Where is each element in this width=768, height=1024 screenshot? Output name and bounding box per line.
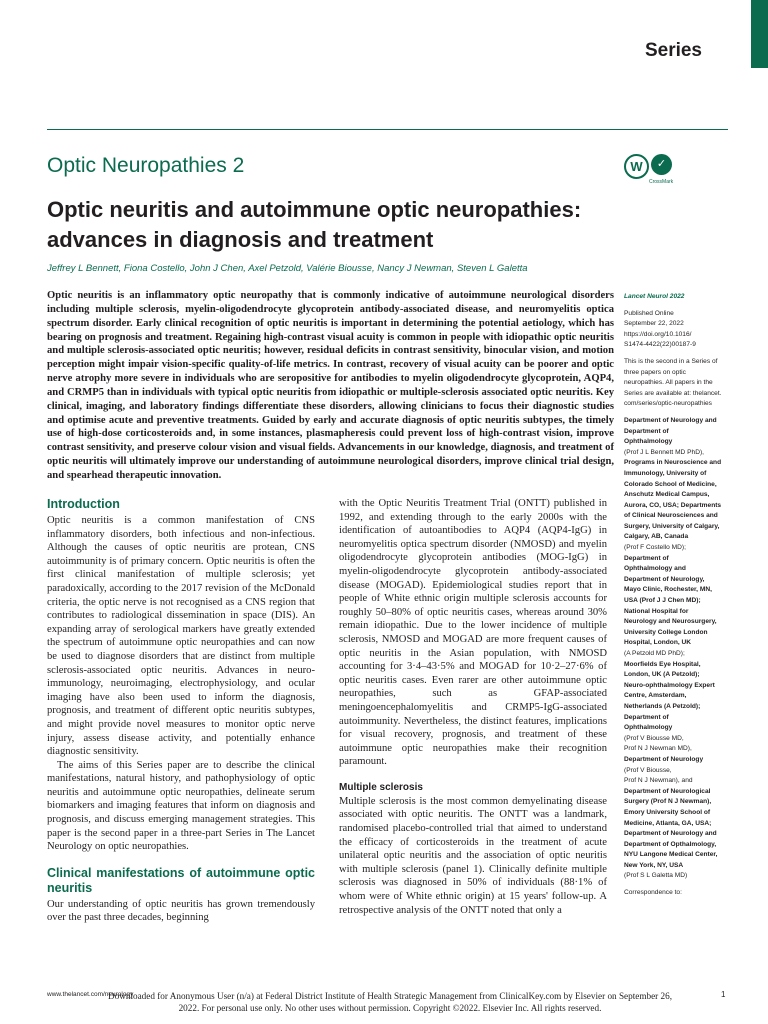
- doi-line-2[interactable]: S1474-4422(22)00187-9: [624, 341, 696, 349]
- affiliation-line: (Prof V Biousse,: [624, 766, 672, 774]
- affiliation-line: Department of Opthalmology,: [624, 840, 717, 848]
- affiliation-line: Centre, Amsterdam,: [624, 692, 687, 700]
- affiliation-line: Department of Neurology,: [624, 575, 705, 583]
- body-column-left: [47, 497, 315, 925]
- clinical-heading: Clinical manifestations of autoimmune optic neuritis: [47, 865, 315, 895]
- affiliation-list: [624, 416, 730, 882]
- affiliation-line: Neuro-ophthalmology Expert: [624, 681, 715, 689]
- ms-heading: Multiple sclerosis: [339, 781, 423, 793]
- affiliation-line: of Clinical Neurosciences and: [624, 512, 718, 520]
- body-column-right: [339, 497, 607, 917]
- affiliation-line: Immunology, University of: [624, 469, 707, 477]
- article-title: Optic neuritis and autoimmune optic neuropathies: advances in diagnosis and treatment: [47, 197, 582, 252]
- correspondence-label: Correspondence to:: [624, 889, 682, 897]
- footer-url[interactable]: www.thelancet.com/neurology: [47, 991, 134, 998]
- affiliation-line: Colorado School of Medicine,: [624, 480, 717, 488]
- sidebar: [624, 292, 730, 899]
- affiliation-line: New York, NY, USA: [624, 861, 684, 869]
- affiliation-line: USA (Prof J J Chen MD);: [624, 597, 701, 605]
- published-online: Published Online: [624, 309, 674, 317]
- affiliation-line: NYU Langone Medical Center,: [624, 851, 718, 859]
- affiliation-line: Ophthalmology: [624, 438, 673, 446]
- series-note-2: three papers on optic: [624, 368, 686, 376]
- affiliation-line: (Prof V Biousse MD,: [624, 734, 684, 742]
- affiliation-line: Department of: [624, 713, 669, 721]
- journal-citation: Lancet Neurol 2022: [624, 293, 685, 300]
- introduction-heading: Introduction: [47, 497, 120, 511]
- affiliation-line: Prof N J Newman MD),: [624, 745, 692, 753]
- affiliation-line: Department of Neurological: [624, 787, 711, 795]
- affiliation-line: Aurora, CO, USA; Departments: [624, 501, 722, 509]
- series-note-5[interactable]: com/series/optic-neuropathies: [624, 400, 712, 408]
- author-list: Jeffrey L Bennett, Fiona Costello, John J Chen, Axel Petzold, Valérie Biousse, Nancy J Newman, Steven L Galetta: [47, 263, 528, 274]
- affiliation-line: Prof N J Newman), and: [624, 777, 693, 785]
- affiliation-line: Department of Neurology and: [624, 830, 717, 838]
- series-label: Series: [644, 40, 702, 61]
- ms-paragraph-1: Multiple sclerosis is the most common demyelinating disease associated with optic neuritis. The ONTT was a landmark, randomised placebo-controlled trial that aimed to understand the efficacy of corticosteroids in the treatment of acute unilateral optic neuritis and the association of optic neuritis with multiple sclerosis (panel 1). Clinically definite multiple sclerosis was diagnosed in 50% of individuals (88·1% of whom were of White ethnic origin) at 15 years' follow-up. A retrospective analysis of the ONTT noted that only a: [339, 795, 607, 916]
- abstract: Optic neuritis is an inflammatory optic neuropathy that is commonly indicative of autoimmune neurological disorders including multiple sclerosis, myelin-oligodendrocyte glycoprotein antibody-associated disease, and neuromyelitis optica spectrum disorder. Early clinical recognition of optic neuritis is important in determining the potential aetiology, which has bearing on prognosis and treatment. Regaining high-contrast visual acuity is common in people with idiopathic optic neuritis and multiple sclerosis-associated optic neuritis; however, residual deficits in contrast sensitivity, binocular vision, and motion perception might impair vision-specific quality-of-life metrics. In contrast, recovery of visual acuity can be poorer and optic nerve atrophy more severe in individuals who are seropositive for antibodies to myelin oligodendrocyte glycoprotein, AQP4, and CRMP5 than in individuals with typical optic neuritis from idiopathic or multiple-sclerosis associated optic neuritis. Key clinical, imaging, and laboratory findings differentiate these disorders, allowing clinicians to focus their diagnostic studies and optimise acute and preventive treatments. Guided by early and accurate diagnosis of optic neuritis subtypes, the timely use of high-dose corticosteroids and, in some instances, plasmapheresis could prevent loss of high-contrast vision, improve contrast sensitivity, and preserve colour vision and visual fields. Advancements in our knowledge, diagnosis, and treatment of optic neuritis will ultimately improve our understanding of autoimmune neurological disorders, improve clinical trial design, and spearhead therapeutic innovation.: [47, 290, 614, 481]
- series-note-3: neuropathies. All papers in the: [624, 379, 713, 387]
- header-rule: [47, 129, 728, 130]
- affiliation-line: Emory University School of: [624, 808, 711, 816]
- published-date: September 22, 2022: [624, 320, 684, 328]
- affiliation-line: Surgery (Prof N J Newman),: [624, 798, 712, 806]
- affiliation-line: Medicine, Atlanta, GA, USA;: [624, 819, 712, 827]
- affiliation-line: Department of Neurology: [624, 755, 704, 763]
- crossmark-icon[interactable]: ✓: [651, 154, 672, 175]
- column2-paragraph-1: with the Optic Neuritis Treatment Trial (ONTT) published in 1992, and extending through to the early 2000s with the identification of autoantibodies to AQP4 (AQP4-IgG) in neuromyelitis optica spectrum disorder (NMOSD) and myelin oligodendrocyte glycoprotein antibodies (MOG-IgG) in myelin-oligodendrocyte glycoprotein antibody-associated disease (MOGAD). Epidemiological studies report that in people of White ethnic origin multiple sclerosis accounts for roughly 50–80% of optic neuritis cases, whereas around 30% remain idiopathic. Due to the lower incidence of multiple sclerosis, NMOSD and MOGAD are more frequent causes of optic neuritis in the Asian population, with NMOSD accounting for 3·4–43·5% and MOGAD for 10·2–27·6% of optic neuritis cases. Even rarer are other autoimmune optic neuropathies, such as GFAP-associated meningoencephalomyelitis and CRMP5-IgG-associated autoimmunity. Nevertheless, the distinct features, implications for visual recovery, prognosis, and treatment of these autoimmune optic neuropathies make their recognition paramount.: [339, 498, 607, 768]
- affiliation-line: Department of: [624, 427, 669, 435]
- affiliation-line: Mayo Clinic, Rochester, MN,: [624, 586, 712, 594]
- affiliation-line: Moorfields Eye Hospital,: [624, 660, 701, 668]
- affiliation-line: Surgery, University of Calgary,: [624, 522, 720, 530]
- affiliation-line: (Prof J L Bennett MD PhD),: [624, 448, 705, 456]
- affiliation-line: University College London: [624, 628, 708, 636]
- affiliation-line: Neurology and Neurosurgery,: [624, 618, 717, 626]
- affiliation-line: Department of Neurology and: [624, 416, 717, 424]
- affiliation-line: Ophthalmology: [624, 724, 673, 732]
- clinical-paragraph-1: Our understanding of optic neuritis has grown tremendously over the past three decades, beginning: [47, 898, 315, 924]
- page-number: 1: [721, 990, 726, 999]
- series-color-bar: [751, 0, 768, 68]
- series-title: Optic Neuropathies 2: [47, 154, 245, 177]
- download-notice: Downloaded for Anonymous User (n/a) at Federal District Institute of Health Strategic Management from ClinicalKey.com by Elsevier on September 26, 2022. For personal use only. No other uses without permission. Copyright ©2022. Elsevier Inc. All rights reserved.: [107, 991, 673, 1013]
- intro-paragraph-1: Optic neuritis is a common manifestation of CNS inflammatory disorders, both infectious and non-infectious. Although the causes of optic neuritis are protean, CNS autoimmunity is of primary concern. Optic neuritis is often the first clinical manifestation of multiple sclerosis; yet paradoxically, according to the 2017 revision of the McDonald criteria, the optic nerve is not recognised as a CNS region that contributes to radiological dissemination in space (DIS). An expanding array of serological markers have greatly extended the spectrum of autoimmune optic neuropathies and can now be used to diagnose disorders that are distinct from multiple sclerosis-associated optic neuritis. Advances in neuro-immunology, neuroimaging, electrophysiology, and ocular imaging have also been used to inform the diagnosis, prognosis, and treatment of different optic neuritis subtypes, and might provide novel measures to monitor optic nerve injury, assess disease activity, and potentially enhance diagnostic sensitivity.: [47, 515, 315, 758]
- affiliation-line: Netherlands (A Petzold);: [624, 702, 701, 710]
- affiliation-line: (A Petzold MD PhD);: [624, 650, 685, 657]
- affiliation-line: National Hospital for: [624, 607, 689, 615]
- affiliation-line: Calgary, AB, Canada: [624, 533, 689, 541]
- affiliation-line: Anschutz Medical Campus,: [624, 491, 710, 499]
- w-logo-icon: W: [624, 154, 649, 179]
- affiliation-line: London, UK (A Petzold);: [624, 671, 700, 679]
- crossmark-label: CrossMark: [649, 179, 674, 185]
- affiliation-line: Department of: [624, 554, 669, 562]
- affiliation-line: (Prof F Costello MD);: [624, 544, 686, 552]
- series-note-4: Series are available at: thelancet.: [624, 389, 722, 397]
- affiliation-line: (Prof S L Galetta MD): [624, 872, 688, 880]
- affiliation-line: Ophthalmology and: [624, 565, 686, 573]
- affiliation-line: Hospital, London, UK: [624, 639, 692, 647]
- series-note-1: This is the second in a Series of: [624, 357, 718, 365]
- affiliation-line: Programs in Neuroscience and: [624, 459, 722, 467]
- doi-line-1[interactable]: https://doi.org/10.1016/: [624, 330, 692, 338]
- intro-paragraph-2: The aims of this Series paper are to describe the clinical manifestations, natural history, and pathophysiology of optic neuritis and autoimmune optic neuropathies, delineate serum biomarkers and imaging features that inform on diagnosis and prognosis, and discuss emerging management strategies. This paper is the second paper in a three-part Series in The Lancet Neurology on optic neuropathies.: [47, 759, 315, 853]
